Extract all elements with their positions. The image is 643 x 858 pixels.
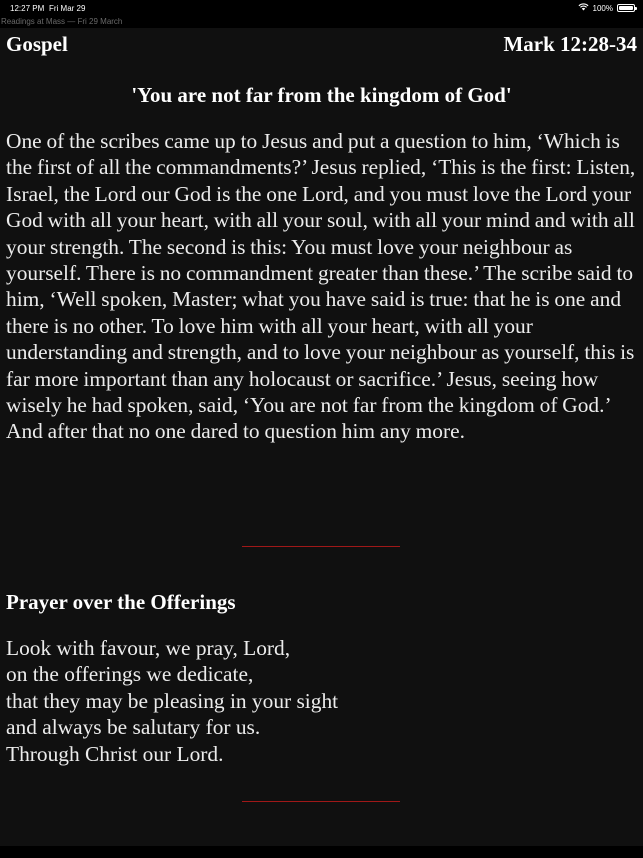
status-time: 12:27 PM (10, 4, 45, 13)
prayer-text (6, 635, 338, 767)
prayer-line: that they may be pleasing in your sight (6, 688, 339, 713)
reading-content[interactable] (0, 28, 643, 846)
status-date: Fri Mar 29 (49, 4, 86, 13)
prayer-line: and always be salutary for us. (6, 715, 261, 740)
reading-header (6, 32, 637, 58)
reading-text: One of the scribes came up to Jesus and put a question to him, ‘Which is the first of all the commandments?’ Jesus replied, ‘This is the first: Listen, Israel, the Lord our God is the one Lord, and you must love the Lord your God with all your heart, with all your soul, with all your mind and with all your strength. The second is this: You must love your neighbour as yourself. There is no commandment greater than these.’ The scribe said to him, ‘Well spoken, Master; what you have said is true: that he is one and there is no other. To love him with all your heart, with all your understanding and strength, and to love your neighbour as yourself, this is far more important than any holocaust or sacrifice.’ Jesus, seeing how wisely he had spoken, said, ‘You are not far from the kingdom of God.’ And after that no one dared to question him any more. (6, 129, 636, 444)
bottom-bar (0, 846, 643, 858)
prayer-line: on the offerings we dedicate, (6, 662, 254, 687)
status-right (578, 3, 635, 13)
battery-percent: 100% (592, 3, 613, 13)
status-bar (0, 0, 643, 16)
section-divider-bottom (242, 801, 400, 802)
reading-label: Gospel (6, 32, 68, 56)
prayer-line: Look with favour, we pray, Lord, (6, 636, 291, 660)
prayer-title: Prayer over the Offerings (6, 590, 236, 614)
reading-reference: Mark 12:28-34 (503, 32, 637, 56)
section-divider (242, 546, 400, 547)
subtitle-bar (0, 16, 643, 28)
readings-subtitle: Readings at Mass — Fri 29 March (1, 17, 123, 26)
battery-icon (617, 4, 635, 12)
wifi-icon (578, 3, 589, 13)
prayer-line: Through Christ our Lord. (6, 741, 224, 766)
reading-heading: 'You are not far from the kingdom of God' (131, 83, 512, 107)
